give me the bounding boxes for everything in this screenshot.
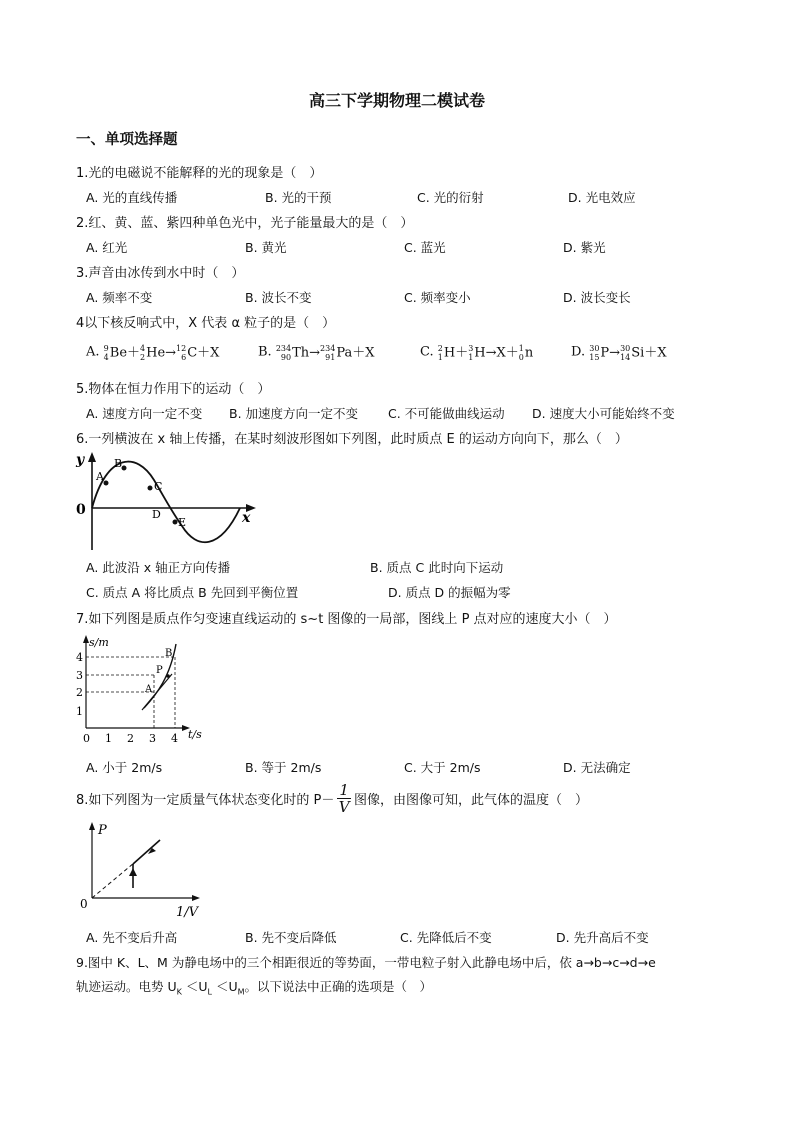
q6-option-a: A. 此波沿 x 轴正方向传播 — [86, 560, 231, 575]
question-1-stem: 1.光的电磁说不能解释的光的现象是（ ） — [76, 166, 323, 181]
question-5-stem: 5.物体在恒力作用下的运动（ ） — [76, 382, 271, 397]
x-axis-label: x — [242, 510, 251, 526]
label-a: A — [145, 684, 153, 695]
label-b: B — [114, 457, 123, 470]
question-3-stem: 3.声音由冰传到水中时（ ） — [76, 266, 245, 281]
q2-option-d: D. 紫光 — [563, 240, 606, 255]
x-tick-1: 1 — [105, 732, 112, 744]
q1-option-c: C. 光的衍射 — [417, 190, 484, 205]
q8-option-c: C. 先降低后不变 — [400, 930, 492, 945]
y-axis-label: y — [76, 452, 85, 468]
question-7-stem: 7.如下列图是质点作匀变速直线运动的 s~t 图像的一局部，图线上 P 点对应的速度大小（ ） — [76, 612, 617, 627]
q4-option-b: B. 234 90 Th→ 234 91 Pa＋X — [258, 344, 375, 362]
y-tick-2: 2 — [76, 686, 83, 699]
inv-v-axis-label: 1/V — [176, 905, 199, 920]
point-e-dot — [173, 520, 178, 525]
s-axis-label: s/m — [89, 636, 109, 649]
q8-option-a: A. 先不变后升高 — [86, 930, 178, 945]
question-6-stem: 6.一列横波在 x 轴上传播，在某时刻波形图如下列图，此时质点 E 的运动方向向下，那么（ ） — [76, 432, 628, 447]
q1-option-d: D. 光电效应 — [568, 190, 636, 205]
q6-option-b: B. 质点 C 此时向下运动 — [370, 560, 504, 575]
x-tick-3: 3 — [149, 732, 156, 744]
q5-option-a: A. 速度方向一定不变 — [86, 406, 203, 421]
point-a-dot — [104, 481, 109, 486]
section-heading: 一、单项选择题 — [76, 132, 178, 148]
point-c-dot — [148, 486, 153, 491]
label-c: C — [154, 480, 163, 493]
q3-option-d: D. 波长变长 — [563, 290, 631, 305]
label-d: D — [152, 508, 161, 521]
question-8-stem: 8.如下列图为一定质量气体状态变化时的 P－ $\frac{1}{V}$ 图像，由图像可知，此气体的温度（ ） — [76, 780, 588, 816]
question-9-line-1: 9.图中 K、L、M 为静电场中的三个相距很近的等势面，一带电粒子射入此静电场中后，依 a→b→c→d→e — [76, 955, 656, 970]
question-2-stem: 2.红、黄、蓝、紫四种单色光中，光子能量最大的是（ ） — [76, 216, 414, 231]
point-b-dot — [122, 466, 127, 471]
q3-option-a: A. 频率不变 — [86, 290, 153, 305]
q1-option-b: B. 光的干预 — [265, 190, 332, 205]
p-axis-label: P — [98, 823, 107, 838]
s-t-graph — [72, 632, 212, 744]
y-tick-3: 3 — [76, 669, 83, 682]
q8-option-d: D. 先升高后不变 — [556, 930, 649, 945]
question-4-stem: 4以下核反响式中，X 代表 α 粒子的是（ ） — [76, 316, 336, 331]
label-b: B — [165, 648, 173, 659]
x-tick-4: 4 — [171, 732, 178, 744]
q4-option-a: A. 9 4 Be＋ 4 2 He→ 12 6 C＋X — [86, 344, 220, 362]
q2-option-b: B. 黄光 — [245, 240, 287, 255]
q6-option-d: D. 质点 D 的振幅为零 — [388, 585, 511, 600]
q2-option-c: C. 蓝光 — [404, 240, 446, 255]
x-tick-2: 2 — [127, 732, 134, 744]
y-tick-4: 4 — [76, 651, 83, 664]
fraction-1-over-v: $\frac{1}{V}$ — [338, 780, 350, 816]
q7-option-d: D. 无法确定 — [563, 760, 631, 775]
q7-option-b: B. 等于 2m/s — [245, 760, 322, 775]
label-p: P — [156, 665, 163, 676]
q8-option-b: B. 先不变后降低 — [245, 930, 337, 945]
t-axis-label: t/s — [188, 728, 202, 741]
q1-option-a: A. 光的直线传播 — [86, 190, 178, 205]
q3-option-c: C. 频率变小 — [404, 290, 471, 305]
point-p-dot — [166, 674, 170, 678]
page-title: 高三下学期物理二模试卷 — [308, 91, 485, 110]
q3-option-b: B. 波长不变 — [245, 290, 312, 305]
q2-option-a: A. 红光 — [86, 240, 128, 255]
label-a: A — [96, 470, 104, 483]
q4-option-c: C. 2 1 H＋ 3 1 H→X＋ 1 0 n — [420, 344, 534, 362]
q5-option-d: D. 速度大小可能始终不变 — [532, 406, 675, 421]
q7-option-c: C. 大于 2m/s — [404, 760, 481, 775]
label-e: E — [178, 516, 187, 529]
wave-figure — [72, 450, 262, 552]
origin-label: 0 — [80, 897, 88, 911]
p-v-graph — [78, 818, 208, 922]
origin-label: 0 — [76, 502, 86, 518]
q4-option-d: D. 30 15 P→ 30 14 Si＋X — [571, 344, 667, 362]
q7-option-a: A. 小于 2m/s — [86, 760, 163, 775]
question-9-line-2: 轨迹运动。电势 $U_K <U_L <U_M$。以下说法中正确的选项是（ ） — [76, 979, 433, 997]
y-tick-1: 1 — [76, 705, 83, 718]
q5-option-c: C. 不可能做曲线运动 — [388, 406, 505, 421]
q6-option-c: C. 质点 A 将比质点 B 先回到平衡位置 — [86, 585, 299, 600]
q5-option-b: B. 加速度方向一定不变 — [229, 406, 359, 421]
x-tick-0: 0 — [83, 732, 90, 744]
